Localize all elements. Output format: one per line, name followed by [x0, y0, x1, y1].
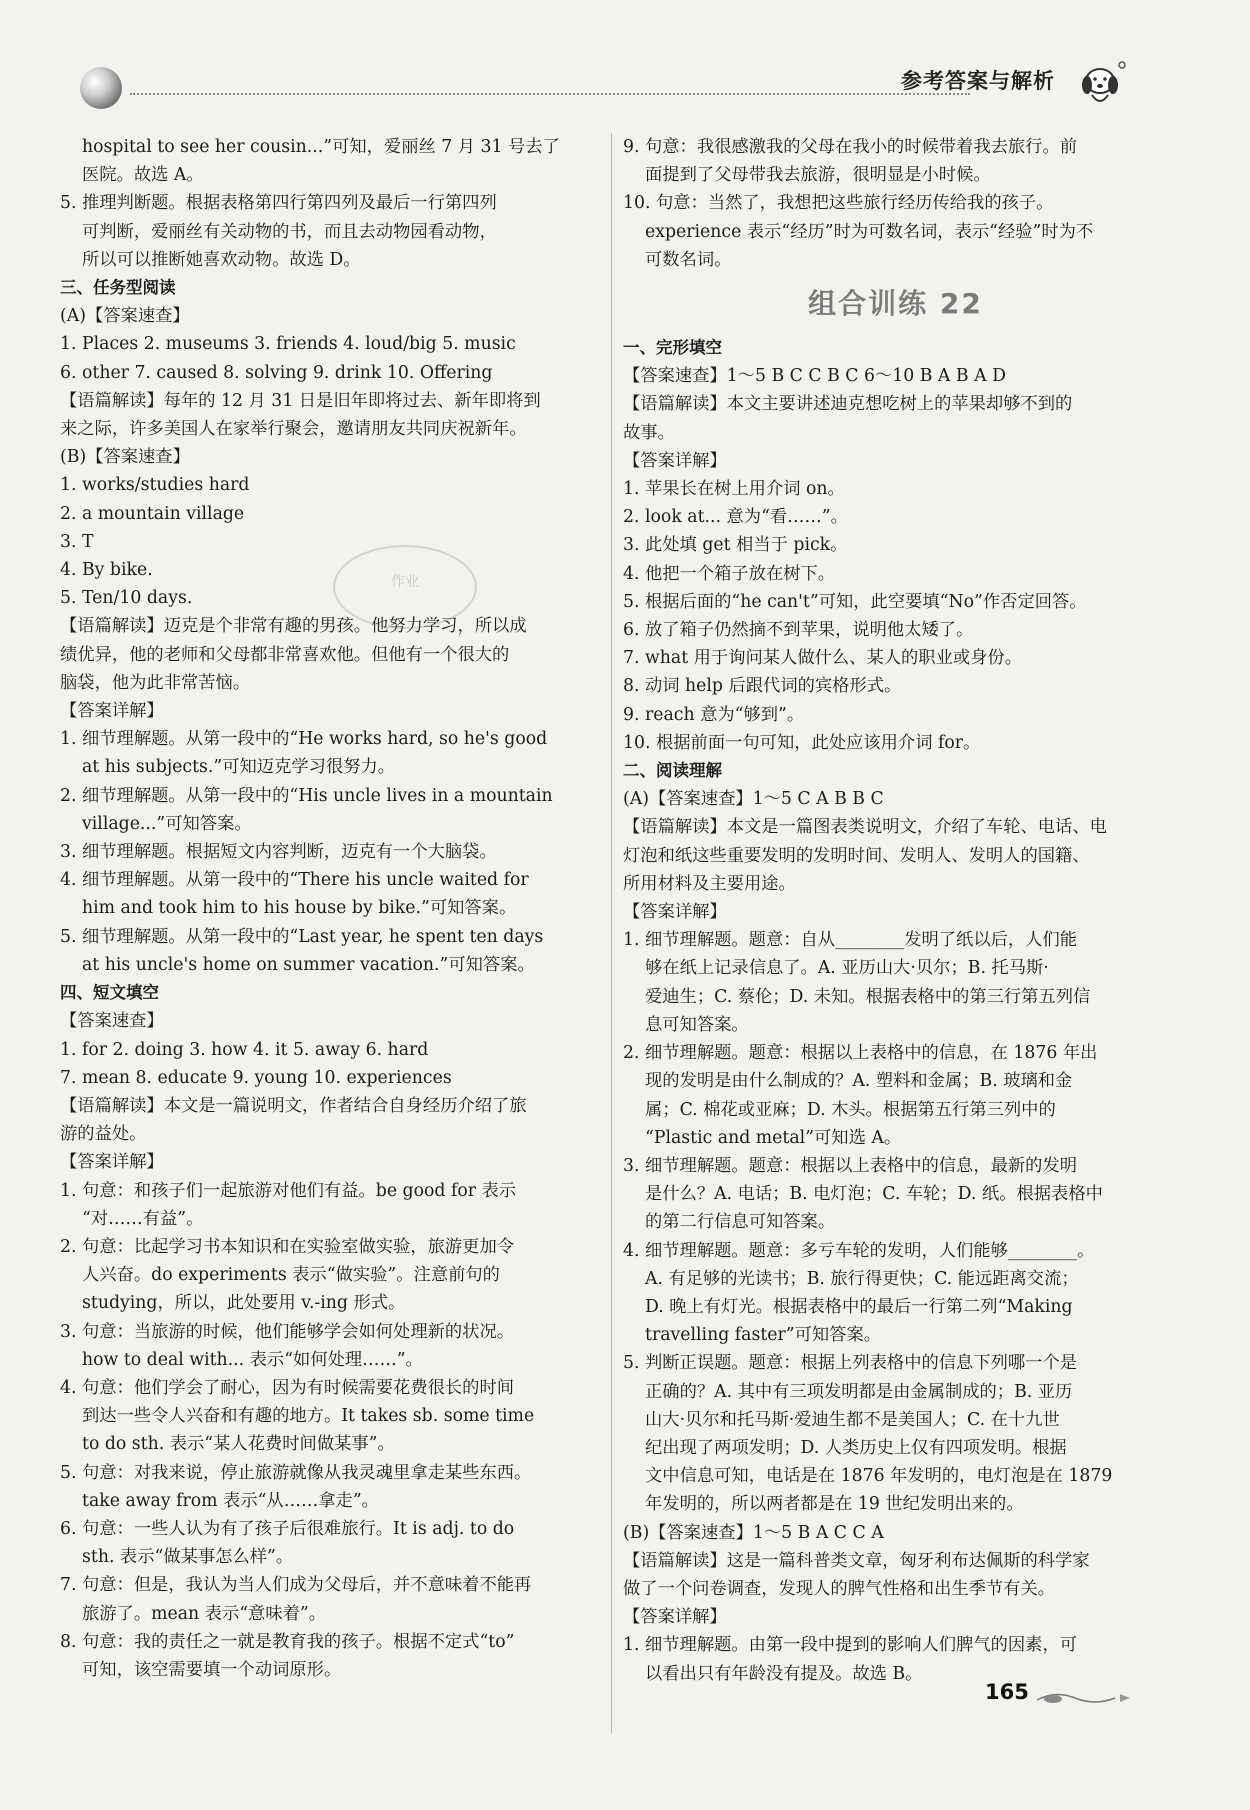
text-line: him and took him to his house by bike.”可知答案。 [82, 898, 517, 919]
text-line: at his uncle's home on summer vacation.”可知答案。 [82, 954, 535, 975]
text-line: 绩优异，他的老师和父母都非常喜欢他。但他有一个很大的 [60, 644, 510, 665]
text-line: village...”可知答案。 [82, 813, 252, 834]
text-line: 【答案详解】 [60, 1152, 164, 1173]
text-line: (B)【答案速查】1～5 B A C C A [623, 1522, 884, 1543]
text-line: (B)【答案速查】 [60, 447, 190, 468]
text-line: take away from 表示“从……拿走”。 [82, 1490, 379, 1511]
text-line: 9. reach 意为“够到”。 [623, 704, 805, 725]
text-line: 属；C. 棉花或亚麻；D. 木头。根据第五行第三列中的 [645, 1099, 1056, 1120]
text-line: 所以可以推断她喜欢动物。故选 D。 [82, 249, 361, 270]
text-line: 10. 句意：当然了，我想把这些旅行经历传给我的孩子。 [623, 193, 1054, 214]
text-line: (A)【答案速查】 [60, 306, 190, 327]
text-line: 6. 放了箱子仍然摘不到苹果，说明他太矮了。 [623, 620, 974, 641]
text-line: hospital to see her cousin...”可知，爱丽丝 7 月 31 号去了 [82, 137, 560, 157]
text-line: 3. 细节理解题。根据短文内容判断，迈克有一个大脑袋。 [60, 842, 497, 863]
text-line: 文中信息可知，电话是在 1876 年发明的，电灯泡是在 1879 [645, 1466, 1113, 1487]
text-line: 2. 细节理解题。题意：根据以上表格中的信息，在 1876 年出 [623, 1043, 1098, 1064]
text-line: 1. 细节理解题。从第一段中的“He works hard, so he's good [60, 729, 548, 750]
text-line: 【答案速查】1～5 B C C B C 6～10 B A B A D [623, 366, 1006, 387]
fish-decoration-icon [1035, 1688, 1145, 1708]
text-line: 4. 细节理解题。从第一段中的“There his uncle waited for [60, 870, 529, 891]
text-line: 2. 句意：比起学习书本知识和在实验室做实验，旅游更加令 [60, 1236, 515, 1257]
text-line: 7. mean 8. educate 9. young 10. experiences [60, 1067, 452, 1088]
text-line: A. 有足够的光读书；B. 旅行得更快；C. 能远距离交流； [645, 1268, 1079, 1289]
text-line: 2. a mountain village [60, 503, 245, 524]
text-line: 3. T [60, 531, 94, 552]
text-line: 人兴奋。do experiments 表示“做实验”。注意前句的 [82, 1265, 500, 1286]
text-line: 可数名词。 [645, 249, 732, 270]
text-line: 1. 句意：和孩子们一起旅游对他们有益。be good for 表示 [60, 1180, 517, 1201]
text-line: 5. 根据后面的“he can't”可知，此空要填“No”作否定回答。 [623, 591, 1087, 612]
text-line: to do sth. 表示“某人花费时间做某事”。 [82, 1434, 395, 1455]
text-line: (A)【答案速查】1～5 C A B B C [623, 789, 884, 810]
text-line: 【答案详解】 [623, 450, 727, 471]
text-line: 【答案速查】 [60, 1011, 164, 1032]
page-number: 165 [985, 1680, 1029, 1704]
text-line: 8. 句意：我的责任之一就是教育我的孩子。根据不定式“to” [60, 1631, 515, 1652]
text-line: 灯泡和纸这些重要发明的发明时间、发明人、发明人的国籍、 [623, 845, 1090, 866]
text-line: 游的益处。 [60, 1124, 147, 1145]
text-line: sth. 表示“做某事怎么样”。 [82, 1547, 294, 1568]
text-line: 3. 句意：当旅游的时候，他们能够学会如何处理新的状况。 [60, 1321, 515, 1342]
section-heading: 三、任务型阅读 [60, 278, 176, 298]
text-line: 故事。 [623, 422, 675, 443]
header-rule [130, 93, 970, 95]
text-line: 做了一个问卷调查，发现人的脾气性格和出生季节有关。 [623, 1578, 1056, 1599]
text-line: 脑袋，他为此非常苦恼。 [60, 672, 251, 693]
text-line: 5. Ten/10 days. [60, 588, 193, 609]
text-line: experience 表示“经历”时为可数名词，表示“经验”时为不 [645, 221, 1094, 242]
text-line: 纪出现了两项发明；D. 人类历史上仅有四项发明。根据 [645, 1437, 1067, 1458]
text-line: 年发明的，所以两者都是在 19 世纪发明出来的。 [645, 1494, 1024, 1515]
text-line: 现的发明是由什么制成的？A. 塑料和金属；B. 玻璃和金 [645, 1071, 1073, 1092]
text-line: 1. 苹果长在树上用介词 on。 [623, 479, 845, 500]
text-line: how to deal with... 表示“如何处理……”。 [82, 1349, 423, 1370]
text-line: 旅游了。mean 表示“意味着”。 [82, 1603, 327, 1624]
text-line: 到达一些令人兴奋和有趣的地方。It takes sb. some time [82, 1406, 535, 1427]
watermark-stamp: 作业 [333, 545, 477, 629]
text-line: 是什么？A. 电话；B. 电灯泡；C. 车轮；D. 纸。根据表格中 [645, 1184, 1103, 1205]
text-line: 4. 他把一个箱子放在树下。 [623, 563, 836, 584]
text-line: 6. other 7. caused 8. solving 9. drink 10. Offering [60, 362, 493, 383]
text-line: 够在纸上记录信息了。A. 亚历山大·贝尔；B. 托马斯· [645, 958, 1049, 979]
text-line: studying，所以，此处要用 v.-ing 形式。 [82, 1293, 406, 1314]
text-line: 医院。故选 A。 [82, 165, 204, 186]
text-line: 6. 句意：一些人认为有了孩子后很难旅行。It is adj. to do [60, 1518, 515, 1539]
text-line: 2. 细节理解题。从第一段中的“His uncle lives in a mountain [60, 785, 553, 806]
text-line: 8. 动词 help 后跟代词的宾格形式。 [623, 676, 902, 697]
text-line: 以看出只有年龄没有提及。故选 B。 [645, 1663, 923, 1684]
text-line: 1. works/studies hard [60, 475, 250, 496]
text-line: 2. look at... 意为“看……”。 [623, 507, 848, 528]
page-header [80, 55, 1170, 105]
text-line: 【语篇解读】本文是一篇说明文，作者结合自身经历介绍了旅 [60, 1095, 527, 1116]
text-line: 息可知答案。 [645, 1014, 749, 1035]
text-line: 1. Places 2. museums 3. friends 4. loud/big 5. music [60, 334, 516, 355]
text-line: 4. 句意：他们学会了耐心，因为有时候需要花费很长的时间 [60, 1377, 515, 1398]
text-line: 【语篇解读】本文是一篇图表类说明文，介绍了车轮、电话、电 [623, 817, 1107, 838]
text-line: 9. 句意：我很感激我的父母在我小的时候带着我去旅行。前 [623, 137, 1078, 157]
beach-ball-icon [80, 67, 122, 109]
text-line: “Plastic and metal”可知选 A。 [645, 1127, 902, 1148]
text-line: “对……有益”。 [82, 1208, 204, 1229]
text-line: 5. 细节理解题。从第一段中的“Last year, he spent ten days [60, 926, 544, 947]
column-divider [611, 133, 612, 1733]
text-line: 3. 此处填 get 相当于 pick。 [623, 535, 848, 556]
text-line: 可判断，爱丽丝有关动物的书，而且去动物园看动物， [82, 221, 497, 242]
text-line: 【语篇解读】本文主要讲述迪克想吃树上的苹果却够不到的 [623, 394, 1073, 415]
text-line: 【语篇解读】这是一篇科普类文章，匈牙利布达佩斯的科学家 [623, 1550, 1090, 1571]
text-line: 所用材料及主要用途。 [623, 873, 796, 894]
text-line: 5. 判断正误题。题意：根据上列表格中的信息下列哪一个是 [623, 1353, 1078, 1374]
text-line: 5. 推理判断题。根据表格第四行第四列及最后一行第四列 [60, 193, 497, 214]
text-line: at his subjects.”可知迈克学习很努力。 [82, 757, 396, 778]
text-line: 1. 细节理解题。题意：自从________发明了纸以后，人们能 [623, 930, 1078, 951]
text-line: 4. 细节理解题。题意：多亏车轮的发明，人们能够________。 [623, 1240, 1095, 1261]
text-line: 5. 句意：对我来说，停止旅游就像从我灵魂里拿走某些东西。 [60, 1462, 532, 1483]
text-line: 山大·贝尔和托马斯·爱迪生都不是美国人；C. 在十九世 [645, 1409, 1060, 1430]
section-title: 组合训练 22 [808, 287, 983, 321]
section-heading: 二、阅读理解 [623, 761, 722, 781]
text-line: 【答案详解】 [623, 1607, 727, 1628]
left-column [60, 133, 602, 1684]
text-line: travelling faster”可知答案。 [645, 1325, 882, 1346]
text-line: 4. By bike. [60, 560, 153, 581]
text-line: 面提到了父母带我去旅游，很明显是小时候。 [645, 165, 991, 186]
right-column [623, 133, 1168, 1688]
text-line: 3. 细节理解题。题意：根据以上表格中的信息，最新的发明 [623, 1155, 1078, 1176]
text-line: 7. what 用于询问某人做什么、某人的职业或身份。 [623, 648, 1022, 669]
text-line: 7. 句意：但是，我认为当人们成为父母后，并不意味着不能再 [60, 1575, 532, 1596]
section-heading: 一、完形填空 [623, 338, 722, 358]
text-line: 1. for 2. doing 3. how 4. it 5. away 6. hard [60, 1039, 429, 1060]
text-line: 10. 根据前面一句可知，此处应该用介词 for。 [623, 732, 981, 753]
header-title: 参考答案与解析 [901, 69, 1055, 93]
text-line: 【语篇解读】迈克是个非常有趣的男孩。他努力学习，所以成 [60, 616, 527, 637]
text-line: 【答案详解】 [623, 902, 727, 923]
section-heading: 四、短文填空 [60, 983, 159, 1003]
text-line: 爱迪生；C. 蔡伦；D. 未知。根据表格中的第三行第五列信 [645, 986, 1091, 1007]
text-line: 【答案详解】 [60, 701, 164, 722]
dog-mascot-icon [1070, 55, 1130, 115]
text-line: 【语篇解读】每年的 12 月 31 日是旧年即将过去、新年即将到 [60, 390, 541, 411]
text-line: 正确的？A. 其中有三项发明都是由金属制成的；B. 亚历 [645, 1381, 1073, 1402]
right-column-bottom [623, 334, 1168, 1688]
text-line: 的第二行信息可知答案。 [645, 1212, 836, 1233]
text-line: 1. 细节理解题。由第一段中提到的影响人们脾气的因素，可 [623, 1635, 1078, 1656]
text-line: 可知，该空需要填一个动词原形。 [82, 1659, 342, 1680]
text-line: D. 晚上有灯光。根据表格中的最后一行第二列“Making [645, 1296, 1073, 1317]
text-line: 来之际，许多美国人在家举行聚会，邀请朋友共同庆祝新年。 [60, 419, 527, 440]
right-column-top [623, 133, 1168, 274]
